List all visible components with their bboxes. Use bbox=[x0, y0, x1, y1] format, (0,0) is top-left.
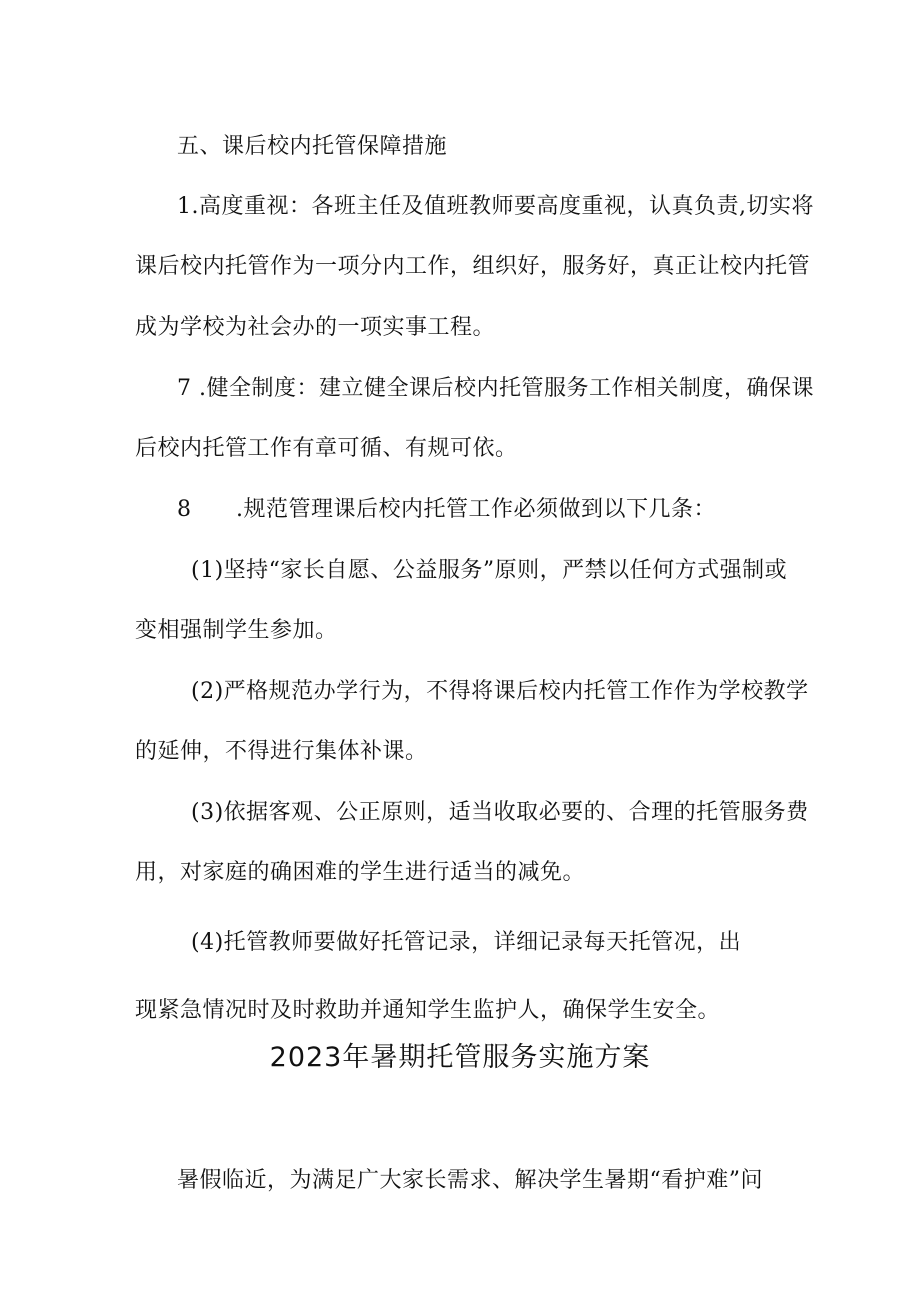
item-2-line-2: 后校内托管工作有章可循、有规可依。 bbox=[135, 436, 518, 461]
sub-item-3-line-1: (3)依据客观、公正原则，适当收取必要的、合理的托管服务费 bbox=[191, 800, 809, 825]
item-1-line-3: 成为学校为社会办的一项实事工程。 bbox=[135, 315, 496, 340]
item-3-number: 8 bbox=[177, 497, 192, 522]
intro-line-1: 暑假临近，为满足广大家长需求、解决学生暑期“看护难”问 bbox=[177, 1168, 763, 1193]
item-2-line-1: 7 .健全制度：建立健全课后校内托管服务工作相关制度，确保课 bbox=[177, 376, 814, 401]
sub-item-4-line-2: 现紧急情况时及时救助并通知学生监护人，确保学生安全。 bbox=[135, 998, 721, 1023]
sub-item-2-line-1: (2)严格规范办学行为，不得将课后校内托管工作作为学校教学 bbox=[191, 679, 809, 704]
sub-item-1-line-1: (1)坚持“家长自愿、公益服务”原则，严禁以任何方式强制或 bbox=[191, 558, 788, 583]
item-1-line-1: 1.高度重视：各班主任及值班教师要高度重视，认真负责,切实将 bbox=[177, 194, 814, 219]
item-3-text: .规范管理课后校内托管工作必须做到以下几条： bbox=[236, 497, 716, 522]
sub-item-3-line-2: 用，对家庭的确困难的学生进行适当的减免。 bbox=[135, 860, 586, 885]
sub-item-2-line-2: 的延伸，不得进行集体补课。 bbox=[135, 739, 428, 764]
document-title: 2023年暑期托管服务实施方案 bbox=[269, 1042, 651, 1073]
item-1-line-2: 课后校内托管作为一项分内工作，组织好，服务好，真正让校内托管 bbox=[135, 254, 811, 279]
sub-item-1-line-2: 变相强制学生参加。 bbox=[135, 618, 338, 643]
section-heading: 五、课后校内托管保障措施 bbox=[177, 134, 448, 159]
sub-item-4-line-1: (4)托管教师要做好托管记录，详细记录每天托管况，出 bbox=[191, 930, 742, 955]
